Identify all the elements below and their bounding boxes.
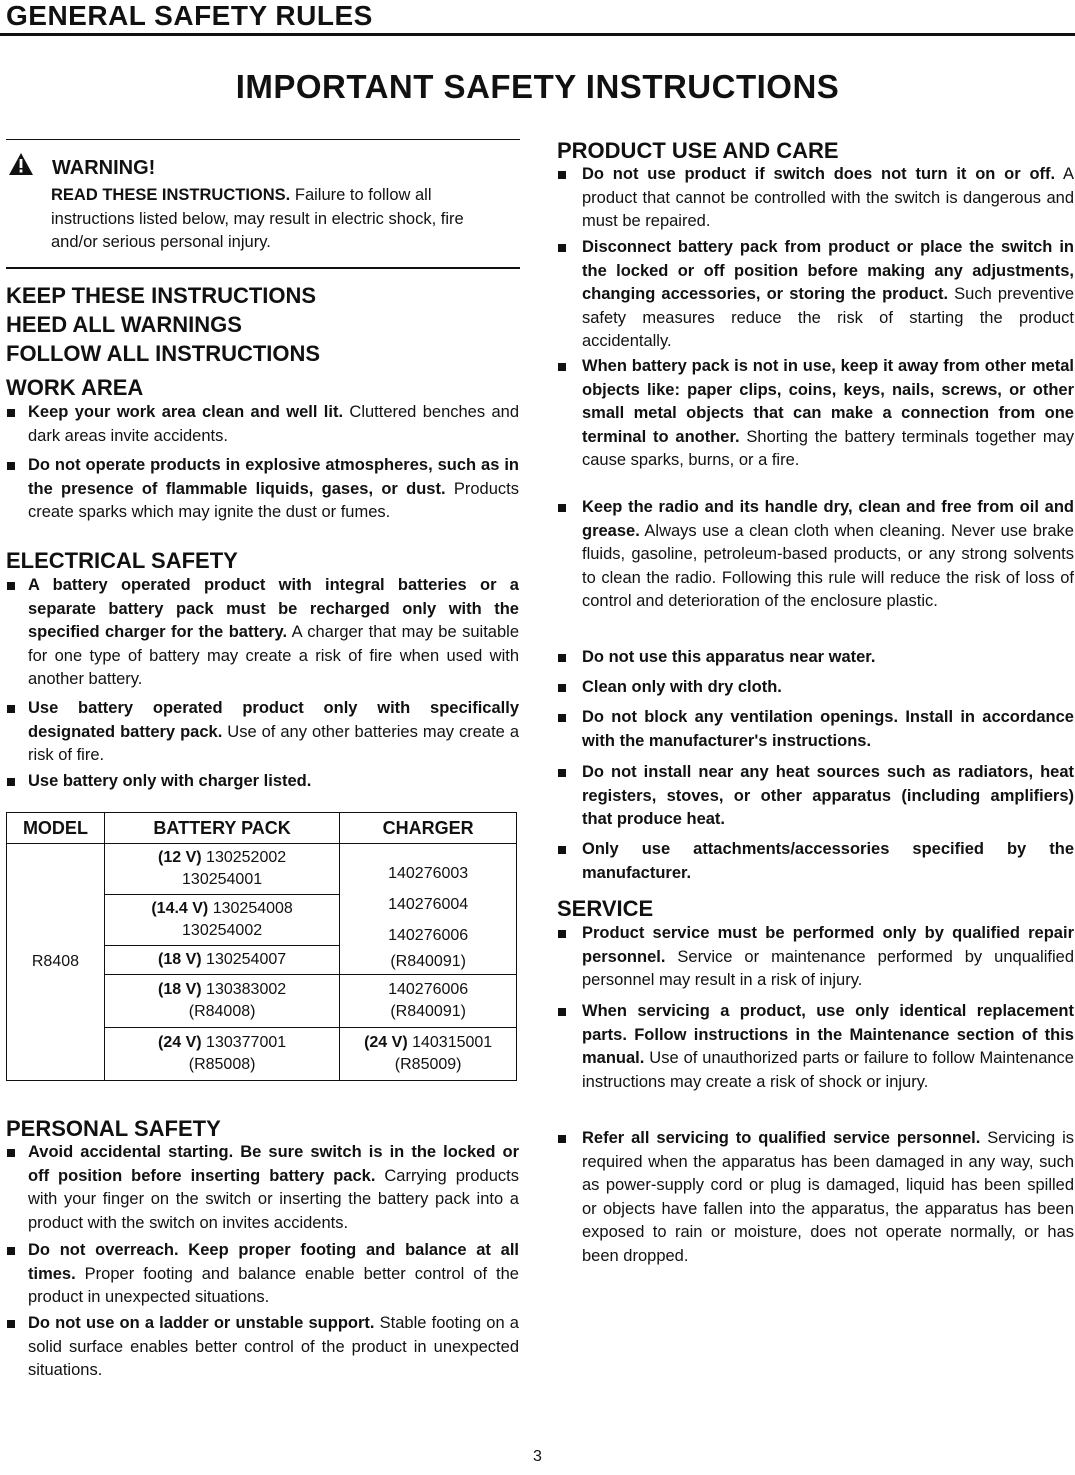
table-cell: 140276003 140276004 140276006 (R840091) <box>340 844 517 975</box>
warning-title: WARNING! <box>52 157 156 179</box>
service-heading: SERVICE <box>557 896 654 921</box>
list-item: Do not use on a ladder or unstable support. Stable footing on a solid surface enables better control of the product in unexpected situations. <box>7 1312 519 1383</box>
list-item: Do not use product if switch does not turn it on or off. A product that cannot be controlled with the switch is dangerous and must be repaired. <box>558 163 1074 234</box>
list-item: When servicing a product, use only identical replacement parts. Follow instructions in the Maintenance section of this manual. Use of unauthorized parts or failure to follow Maintenance instructions may create a risk of shock or injury. <box>558 1000 1074 1094</box>
list-item: Product service must be performed only by qualified repair personnel. Service or maintenance performed by unqualified personnel may result in a risk of injury. <box>558 922 1074 993</box>
table-model-cell: R8408 <box>7 844 105 1081</box>
list-item: Do not overreach. Keep proper footing and balance at all times. Proper footing and balance enable better control of the product in unexpected situations. <box>7 1239 519 1310</box>
warning-text <box>51 184 491 255</box>
table-cell: (18 V) 130254007 <box>104 946 339 975</box>
list-item: Disconnect battery pack from product or place the switch in the locked or off position before making any adjustments, changing accessories, or storing the product. Such preventive safety measures reduce the risk of starting the product accidentally. <box>558 236 1074 354</box>
list-item: Only use attachments/accessories specified by the manufacturer. <box>558 838 1074 885</box>
table-cell: (18 V) 130383002 (R84008) <box>104 975 339 1028</box>
warning-triangle-icon <box>8 152 34 176</box>
keep-line-1: KEEP THESE INSTRUCTIONS <box>6 283 317 308</box>
list-item: A battery operated product with integral batteries or a separate battery pack must be recharged only with the specified charger for the battery. A charger that may be suitable for one type of battery may create a risk of fire when used with another battery. <box>7 574 519 692</box>
electrical-heading: ELECTRICAL SAFETY <box>6 548 238 573</box>
table-cell: (24 V) 140315001 (R85009) <box>340 1028 517 1081</box>
section-header: GENERAL SAFETY RULES <box>6 0 373 31</box>
header-rule <box>0 33 1075 36</box>
page-number: 3 <box>533 1448 542 1465</box>
keep-line-3: FOLLOW ALL INSTRUCTIONS <box>6 341 321 366</box>
warning-body: Failure to follow all instructions listed below, may result in electric shock, fire and/or serious personal injury. <box>51 186 464 251</box>
keep-line-2: HEED ALL WARNINGS <box>6 312 242 337</box>
product-use-heading: PRODUCT USE AND CARE <box>557 138 839 163</box>
list-item: Do not install near any heat sources such as radiators, heat registers, stoves, or other apparatus (including amplifiers) that produce heat. <box>558 761 1074 832</box>
personal-heading: PERSONAL SAFETY <box>6 1116 221 1141</box>
list-item: When battery pack is not in use, keep it away from other metal objects like: paper clips, coins, keys, nails, screws, or other small metal objects that can make a connection from one terminal to another. Shorting the battery terminals together may cause sparks, burns, or a fire. <box>558 355 1074 473</box>
table-header-charger: CHARGER <box>340 813 517 844</box>
list-item: Avoid accidental starting. Be sure switch is in the locked or off position before inserting battery pack. Carrying products with your finger on the switch or inserting the battery pack into a product with the switch on invites accidents. <box>7 1141 519 1235</box>
table-header-battery: BATTERY PACK <box>104 813 339 844</box>
warning-top-rule <box>6 139 520 140</box>
list-item: Use battery operated product only with specifically designated battery pack. Use of any other batteries may create a risk of fire. <box>7 697 519 768</box>
warning-lead: READ THESE INSTRUCTIONS. <box>51 186 291 204</box>
list-item: Keep your work area clean and well lit. Cluttered benches and dark areas invite accidents. <box>7 401 519 448</box>
table-header-model: MODEL <box>7 813 105 844</box>
work-area-heading: WORK AREA <box>6 375 144 400</box>
battery-charger-table <box>6 812 517 1081</box>
list-item: Use battery only with charger listed. <box>7 770 519 794</box>
list-item: Clean only with dry cloth. <box>558 676 1074 700</box>
list-item: Keep the radio and its handle dry, clean and free from oil and grease. Always use a clean cloth when cleaning. Never use brake fluids, gasoline, petroleum-based products, or any strong solvents to clean the radio. Following this rule will reduce the risk of loss of control and deterioration of the enclosure plastic. <box>558 496 1074 614</box>
table-cell: 140276006 (R840091) <box>340 975 517 1028</box>
table-cell: (24 V) 130377001 (R85008) <box>104 1028 339 1081</box>
list-item: Do not operate products in explosive atmospheres, such as in the presence of flammable liquids, gases, or dust. Products create sparks which may ignite the dust or fumes. <box>7 454 519 525</box>
list-item: Do not block any ventilation openings. Install in accordance with the manufacturer's instructions. <box>558 706 1074 753</box>
table-cell: (14.4 V) 130254008 130254002 <box>104 895 339 946</box>
table-cell: (12 V) 130252002 130254001 <box>104 844 339 895</box>
list-item: Do not use this apparatus near water. <box>558 646 1074 670</box>
page-title: IMPORTANT SAFETY INSTRUCTIONS <box>235 68 840 105</box>
warning-bottom-rule <box>6 267 520 269</box>
list-item: Refer all servicing to qualified service personnel. Servicing is required when the apparatus has been damaged in any way, such as power-supply cord or plug is damaged, liquid has been spilled or objects have fallen into the apparatus, the apparatus has been exposed to rain or moisture, does not operate normally, or has been dropped. <box>558 1127 1074 1268</box>
